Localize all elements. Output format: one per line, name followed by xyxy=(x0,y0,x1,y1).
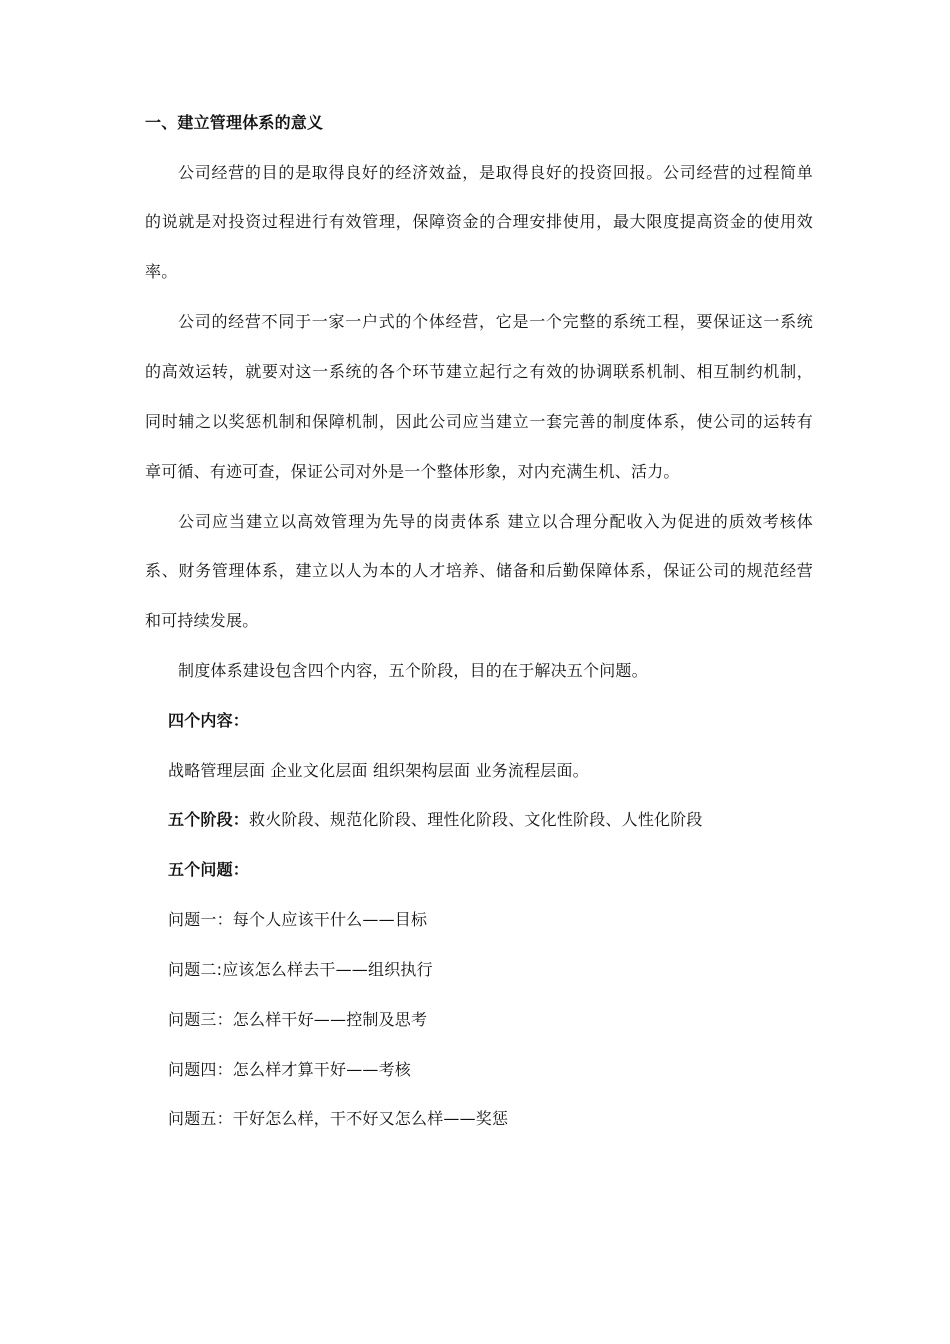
question-item: 问题四：怎么样才算干好——考核 xyxy=(168,1060,412,1079)
question-item: 问题一：每个人应该干什么——目标 xyxy=(168,910,428,929)
five-stages-line xyxy=(168,810,703,830)
four-contents-text: 战略管理层面 企业文化层面 组织架构层面 业务流程层面。 xyxy=(168,761,589,780)
paragraph-1-line-3: 率。 xyxy=(145,262,178,281)
paragraph-4: 制度体系建设包含四个内容，五个阶段，目的在于解决五个问题。 xyxy=(178,661,648,680)
question-item: 问题二:应该怎么样去干——组织执行 xyxy=(168,960,433,979)
four-contents-label: 四个内容： xyxy=(168,711,250,730)
paragraph-1-line-1: 公司经营的目的是取得良好的经济效益，是取得良好的投资回报。公司经营的过程简单 xyxy=(178,163,813,182)
five-stages-label: 五个阶段： xyxy=(168,810,250,829)
paragraph-2-line-2: 的高效运转，就要对这一系统的各个环节建立起行之有效的协调联系机制、相互制约机制， xyxy=(145,362,813,381)
paragraph-1-line-2: 的说就是对投资过程进行有效管理，保障资金的合理安排使用，最大限度提高资金的使用效 xyxy=(145,212,813,231)
paragraph-3-line-1: 公司应当建立以高效管理为先导的岗责体系 建立以合理分配收入为促进的质效考核体 xyxy=(178,512,813,531)
five-stages-text: 救火阶段、规范化阶段、理性化阶段、文化性阶段、人性化阶段 xyxy=(249,810,703,829)
question-item: 问题三：怎么样干好——控制及思考 xyxy=(168,1010,428,1029)
paragraph-3-line-2: 系、财务管理体系，建立以人为本的人才培养、储备和后勤保障体系，保证公司的规范经营 xyxy=(145,561,813,580)
paragraph-2-line-1: 公司的经营不同于一家一户式的个体经营，它是一个完整的系统工程，要保证这一系统 xyxy=(178,312,813,331)
section-heading: 一、建立管理体系的意义 xyxy=(145,113,324,132)
question-item: 问题五：干好怎么样，干不好又怎么样——奖惩 xyxy=(168,1109,509,1128)
paragraph-3-line-3: 和可持续发展。 xyxy=(145,611,259,630)
five-questions-label: 五个问题： xyxy=(168,860,250,879)
paragraph-2-line-4: 章可循、有迹可查，保证公司对外是一个整体形象，对内充满生机、活力。 xyxy=(145,462,680,481)
paragraph-2-line-3: 同时辅之以奖惩机制和保障机制，因此公司应当建立一套完善的制度体系，使公司的运转有 xyxy=(145,412,813,431)
